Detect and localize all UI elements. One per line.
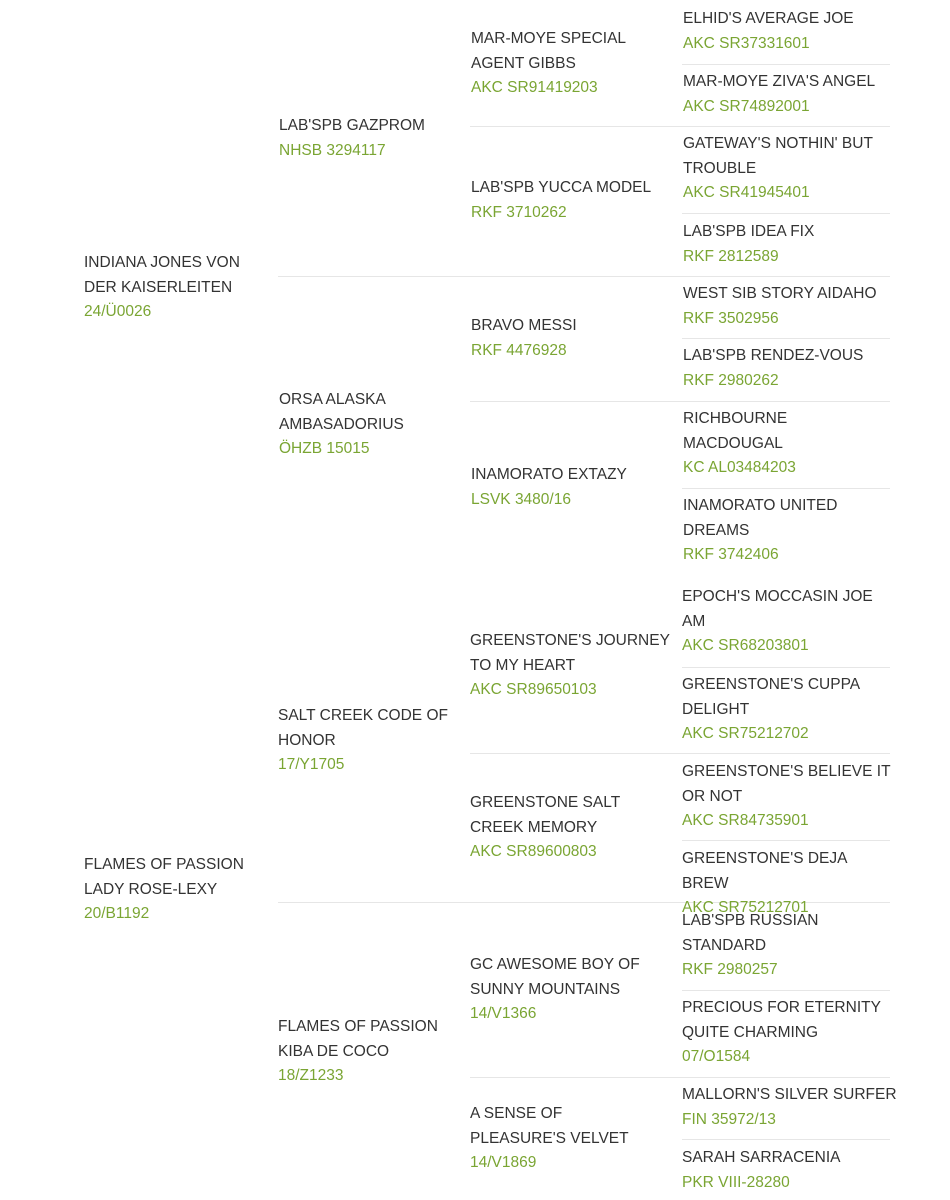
dog-name-link[interactable]: MALLORN'S SILVER SURFER (682, 1086, 897, 1103)
divider (470, 1077, 890, 1078)
dog-name-link[interactable]: ELHID'S AVERAGE JOE (683, 10, 854, 27)
registration-link[interactable]: FIN 35972/13 (682, 1110, 776, 1128)
divider (682, 990, 890, 991)
registration-link[interactable]: RKF 2980257 (682, 961, 778, 978)
divider (470, 753, 890, 754)
gen3-dog (471, 463, 671, 512)
dog-name-link[interactable]: MAR-MOYE SPECIAL AGENT GIBBS (471, 30, 626, 72)
registration-link[interactable]: 14/V1366 (470, 1005, 537, 1022)
dog-name-link[interactable]: GREENSTONE'S JOURNEY TO MY HEART (470, 632, 670, 674)
dog-name-link[interactable]: PRECIOUS FOR ETERNITY QUITE CHARMING (682, 999, 881, 1041)
gen3-dog (470, 629, 670, 703)
registration-link[interactable]: AKC SR75212701 (682, 899, 809, 916)
dog-name-link[interactable]: RICHBOURNE MACDOUGAL (683, 410, 788, 452)
registration-link[interactable]: ÖHZB 15015 (279, 440, 370, 457)
gen4-dog (682, 585, 882, 659)
dog-name-link[interactable]: LAB'SPB RUSSIAN STANDARD (682, 912, 819, 954)
gen4-dog (683, 220, 898, 269)
dog-name-link[interactable]: EPOCH'S MOCCASIN JOE AM (682, 588, 873, 630)
gen4-dog (682, 1083, 897, 1132)
divider (682, 213, 890, 214)
registration-link[interactable]: AKC SR75212702 (682, 725, 809, 742)
gen4-dog (682, 760, 892, 834)
gen4-dog (683, 407, 833, 481)
dog-name-link[interactable]: GREENSTONE'S CUPPA DELIGHT (682, 676, 860, 718)
registration-link[interactable]: AKC SR84735901 (682, 812, 809, 829)
dog-name-link[interactable]: LAB'SPB GAZPROM (279, 117, 425, 134)
registration-link[interactable]: RKF 3710262 (471, 203, 567, 221)
divider (682, 667, 890, 668)
gen4-dog (683, 282, 898, 331)
gen3-dog (470, 953, 655, 1027)
registration-link[interactable]: RKF 4476928 (471, 341, 567, 359)
gen4-dog (682, 996, 887, 1070)
gen3-dog (471, 314, 671, 363)
registration-link[interactable]: KC AL03484203 (683, 459, 796, 476)
dog-name-link[interactable]: GATEWAY'S NOTHIN' BUT TROUBLE (683, 135, 873, 177)
gen4-dog (682, 673, 867, 747)
gen2-dog (279, 388, 429, 462)
dog-name-link[interactable]: LAB'SPB IDEA FIX (683, 223, 815, 240)
gen4-dog (683, 70, 898, 119)
gen1-dam (84, 853, 259, 927)
gen3-dog (471, 27, 661, 101)
dog-name-link[interactable]: INAMORATO EXTAZY (471, 466, 627, 483)
gen4-dog (683, 494, 858, 568)
dog-name-link[interactable]: FLAMES OF PASSION KIBA DE COCO (278, 1018, 438, 1060)
registration-link[interactable]: 18/Z1233 (278, 1067, 344, 1084)
gen3-dog (470, 1102, 660, 1176)
gen2-dog (279, 114, 459, 163)
divider (682, 840, 890, 841)
registration-link[interactable]: RKF 2980262 (683, 371, 779, 389)
registration-link[interactable]: 17/Y1705 (278, 756, 345, 773)
divider (470, 126, 890, 127)
registration-link[interactable]: RKF 3742406 (683, 546, 779, 563)
dog-name-link[interactable]: MAR-MOYE ZIVA'S ANGEL (683, 73, 876, 90)
divider (682, 1139, 890, 1140)
registration-link[interactable]: AKC SR89600803 (470, 843, 597, 860)
registration-link[interactable]: PKR VIII-28280 (682, 1173, 790, 1191)
divider (470, 401, 890, 402)
registration-link[interactable]: NHSB 3294117 (279, 141, 386, 159)
dog-name-link[interactable]: GREENSTONE'S BELIEVE IT OR NOT (682, 763, 891, 805)
dog-name-link[interactable]: LAB'SPB RENDEZ-VOUS (683, 347, 864, 364)
gen4-dog (682, 1146, 897, 1195)
gen1-sire (84, 251, 259, 325)
registration-link[interactable]: AKC SR37331601 (683, 34, 810, 52)
divider (682, 338, 890, 339)
divider (682, 488, 890, 489)
registration-link[interactable]: 14/V1869 (470, 1154, 537, 1171)
divider (278, 276, 890, 277)
dog-name-link[interactable]: GC AWESOME BOY OF SUNNY MOUNTAINS (470, 956, 640, 998)
registration-link[interactable]: 07/O1584 (682, 1048, 751, 1065)
dog-name-link[interactable]: SARAH SARRACENIA (682, 1149, 841, 1166)
dog-name-link[interactable]: INDIANA JONES VON DER KAISERLEITEN (84, 254, 240, 296)
dog-name-link[interactable]: A SENSE OF PLEASURE'S VELVET (470, 1105, 629, 1147)
gen2-dog (278, 704, 456, 778)
registration-link[interactable]: RKF 2812589 (683, 247, 779, 265)
registration-link[interactable]: AKC SR68203801 (682, 637, 809, 654)
gen4-dog (682, 909, 842, 983)
dog-name-link[interactable]: ORSA ALASKA AMBASADORIUS (279, 391, 404, 433)
registration-link[interactable]: AKC SR41945401 (683, 184, 810, 201)
registration-link[interactable]: 24/Ü0026 (84, 303, 152, 320)
gen3-dog (470, 791, 675, 865)
registration-link[interactable]: AKC SR89650103 (470, 681, 597, 698)
gen4-dog (683, 344, 898, 393)
gen4-dog (683, 132, 883, 206)
dog-name-link[interactable]: GREENSTONE'S DEJA BREW (682, 850, 847, 892)
divider (682, 64, 890, 65)
gen3-dog (471, 176, 671, 225)
gen4-dog (683, 7, 898, 56)
dog-name-link[interactable]: LAB'SPB YUCCA MODEL (471, 179, 652, 196)
registration-link[interactable]: RKF 3502956 (683, 309, 779, 327)
dog-name-link[interactable]: BRAVO MESSI (471, 317, 577, 334)
dog-name-link[interactable]: FLAMES OF PASSION LADY ROSE-LEXY (84, 856, 244, 898)
registration-link[interactable]: LSVK 3480/16 (471, 490, 571, 508)
dog-name-link[interactable]: GREENSTONE SALT CREEK MEMORY (470, 794, 620, 836)
registration-link[interactable]: 20/B1192 (84, 905, 150, 922)
registration-link[interactable]: AKC SR74892001 (683, 97, 810, 115)
registration-link[interactable]: AKC SR91419203 (471, 79, 598, 96)
gen2-dog (278, 1015, 456, 1089)
dog-name-link[interactable]: INAMORATO UNITED DREAMS (683, 497, 838, 539)
dog-name-link[interactable]: WEST SIB STORY AIDAHO (683, 285, 877, 302)
dog-name-link[interactable]: SALT CREEK CODE OF HONOR (278, 707, 448, 749)
